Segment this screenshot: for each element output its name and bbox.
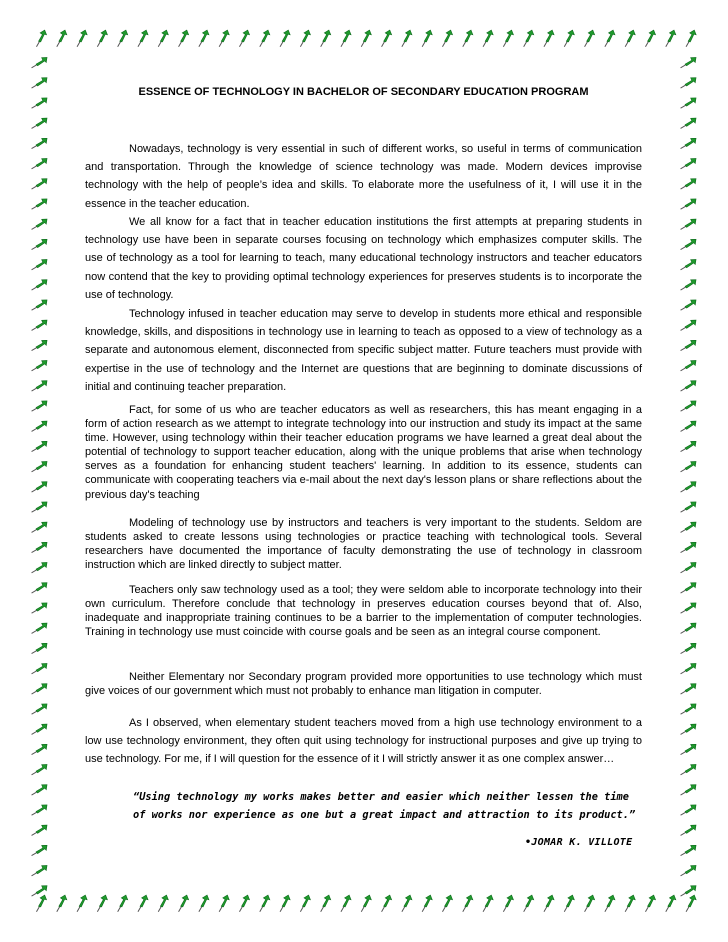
pushpin-icon [681,478,697,496]
pushpin-icon [32,539,48,557]
pushpin-icon [32,276,48,294]
pushpin-icon [681,498,697,516]
paragraph-5: Modeling of technology use by instructors and teachers is very important to the students. Seldom are students asked to create lessons using technologies or practice teaching with technological tools. Several researchers have documented the importance of faculty demonstrating the use of technology in classroom instruction which are linked directly to subject matter. [85,517,642,572]
pushpin-icon [95,30,109,47]
pushpin-icon [681,397,697,415]
pushpin-icon [34,895,48,912]
pushpin-icon [34,30,48,47]
pushpin-icon [681,660,697,678]
pushpin-icon [681,741,697,759]
pushpin-icon [32,256,48,274]
pushpin-icon [681,236,697,254]
pushpin-icon [681,801,697,819]
pushpin-icon [318,30,332,47]
paragraph-6: Teachers only saw technology used as a tool; they were seldom able to incorporate technology into their own curriculum. Therefore conclude that technology in preserves education courses beyond that of. Also, inadequate and inappropriate training continues to be a barrier to the implementation of computer technologies. Training in technology use must coincide with course goals and be seen as an integral course component. [85,584,642,639]
pushpin-icon [440,895,454,912]
pushpin-icon [582,895,596,912]
pushpin-icon [681,700,697,718]
pushpin-icon [32,458,48,476]
paragraph-3: Technology infused in teacher education may serve to develop in students more ethical and responsible knowledge, skills, and dispositions in technology use in learning to teach as opposed to a view of technology as a separate and autonomous element, disconnected from specific subject matter. Future teachers must provide with expertise in the use of technology and the Internet are questions that are beginning to dominate discussions of initial and continuing teacher preparation. [85,308,642,393]
pushpin-icon [379,30,393,47]
pushpin-icon [681,54,697,72]
pushpin-icon [681,215,697,233]
pushpin-icon [623,30,637,47]
pushpin-icon [32,781,48,799]
paragraph-4: Fact, for some of us who are teacher educators as well as researchers, this has meant engaging in a form of action research as we attempt to integrate technology into our instruction and study its impact at the same time. However, using technology within their teacher education programs we have learned a great deal about the potential of technology to support teacher education, along with the unique problems that arise when technology serves as a foundation for enhancing student teachers' learning. In addition to its essence, students can communicate with cooperating teachers via e-mail about the next day's lesson plans or share reflections about the previous day's teaching [85,404,642,501]
pushpin-icon [480,30,494,47]
pushpin-icon [32,215,48,233]
pushpin-icon [480,895,494,912]
pushpin-icon [399,30,413,47]
pushpin-icon [217,895,231,912]
pushpin-icon [681,276,697,294]
pushpin-icon [681,114,697,132]
pushpin-icon [681,862,697,880]
pushpin-icon [681,458,697,476]
pushpin-icon [32,114,48,132]
pushpin-icon [74,30,88,47]
pushpin-icon [32,862,48,880]
pushpin-icon [681,518,697,536]
pushpin-icon [399,895,413,912]
pushpin-icon [318,895,332,912]
paragraph-8: As I observed, when elementary student teachers moved from a high use technology environment to a low use technology environment, they often quit using technology for instructional purposes and give up trying to use technology. For me, if I will question for the essence of it I will strictly answer it as one complex answer… [85,717,642,766]
pushpin-icon [460,895,474,912]
pushpin-icon [115,30,129,47]
pushpin-icon [359,895,373,912]
pushpin-icon [681,539,697,557]
pushpin-icon [32,821,48,839]
document-title: ESSENCE OF TECHNOLOGY IN BACHELOR OF SECONDARY EDUCATION PROGRAM [138,86,589,98]
pushpin-icon [32,518,48,536]
pushpin-icon [582,30,596,47]
pushpin-icon [298,895,312,912]
pushpin-icon [683,895,697,912]
pushpin-icon [681,256,697,274]
pushpin-icon [176,30,190,47]
pushpin-icon [277,30,291,47]
pushpin-icon [681,599,697,617]
pushpin-icon [32,54,48,72]
pushpin-icon [217,30,231,47]
pushpin-icon [32,195,48,213]
pushpin-icon [681,135,697,153]
pushpin-icon [643,30,657,47]
pushpin-icon [440,30,454,47]
pushpin-icon [54,30,68,47]
pushpin-icon [602,30,616,47]
pushpin-icon [420,30,434,47]
paragraph-7: Neither Elementary nor Secondary program provided more opportunities to use technology which must give voices of our government which must not probably to enhance man litigation in computer. [85,671,642,698]
pushpin-icon [32,397,48,415]
pushpin-icon [32,801,48,819]
pushpin-icon [54,895,68,912]
pushpin-icon [501,895,515,912]
pushpin-icon [681,417,697,435]
pushpin-icon [681,619,697,637]
pushpin-icon [681,559,697,577]
pushpin-icon [32,74,48,92]
pushpin-icon [32,296,48,314]
pushpin-icon [420,895,434,912]
pushpin-icon [32,720,48,738]
pushpin-icon [32,619,48,637]
pushpin-icon [359,30,373,47]
pushpin-icon [681,579,697,597]
pushpin-icon [32,417,48,435]
pushpin-icon [681,377,697,395]
pushpin-icon [115,895,129,912]
pushpin-icon [623,895,637,912]
pushpin-icon [562,30,576,47]
pushpin-icon [32,316,48,334]
pushpin-icon [32,640,48,658]
pushpin-icon [32,761,48,779]
pushpin-icon [196,895,210,912]
pushpin-icon [135,895,149,912]
pushpin-icon [521,895,535,912]
pushpin-icon [681,842,697,860]
pushpin-icon [135,30,149,47]
paragraph-1: Nowadays, technology is very essential in such of different works, so useful in terms of communication and transportation. Through the knowledge of science technology was made. Modern devices improvise technology with the help of people’s idea and skills. To elaborate more the usefulness of it, I will use it in the essence in the teacher education. [85,143,642,210]
pushpin-icon [32,478,48,496]
pushpin-icon [681,155,697,173]
pushpin-icon [681,337,697,355]
pushpin-icon [32,599,48,617]
pushpin-icon [32,498,48,516]
pushpin-icon [32,337,48,355]
pushpin-icon [683,30,697,47]
pushpin-icon [681,640,697,658]
pushpin-icon [32,377,48,395]
pushpin-icon [32,579,48,597]
pushpin-icon [460,30,474,47]
pushpin-icon [681,94,697,112]
pushpin-icon [32,236,48,254]
pushpin-icon [663,895,677,912]
pushpin-icon [257,895,271,912]
pushpin-icon [338,30,352,47]
pushpin-icon [156,30,170,47]
pushpin-icon [32,680,48,698]
pushpin-icon [681,720,697,738]
pushpin-icon [541,895,555,912]
pushpin-icon [681,316,697,334]
pushpin-icon [681,357,697,375]
pushpin-icon [663,30,677,47]
pushpin-icon [32,438,48,456]
pushpin-icon [681,821,697,839]
pushpin-icon [298,30,312,47]
pushpin-icon [681,761,697,779]
pushpin-icon [237,30,251,47]
pushpin-icon [156,895,170,912]
pushpin-icon [681,680,697,698]
pushpin-icon [237,895,251,912]
pushpin-icon [379,895,393,912]
pushpin-icon [602,895,616,912]
pushpin-icon [338,895,352,912]
pushpin-icon [32,135,48,153]
paragraph-2: We all know for a fact that in teacher education institutions the first attempts at preparing students in technology use have been in separate courses focusing on technology which emphasizes computer skills. The use of technology as a tool for learning to teach, many educational technology instructors and teacher educators now contend that the key to providing optimal technology experiences for preserves students is to incorporate the use of technology. [85,216,642,301]
pushpin-icon [501,30,515,47]
pushpin-icon [521,30,535,47]
pushpin-icon [32,155,48,173]
pushpin-icon [74,895,88,912]
pushpin-icon [643,895,657,912]
pushpin-icon [32,175,48,193]
pushpin-icon [32,559,48,577]
pushpin-icon [32,357,48,375]
pushpin-icon [32,741,48,759]
pushpin-icon [681,296,697,314]
pushpin-icon [541,30,555,47]
pushpin-icon [95,895,109,912]
pushpin-icon [32,94,48,112]
pushpin-icon [681,175,697,193]
pushpin-icon [32,660,48,678]
pushpin-icon [32,700,48,718]
pushpin-icon [681,74,697,92]
pushpin-icon [681,781,697,799]
pushpin-icon [32,842,48,860]
pushpin-icon [257,30,271,47]
pushpin-icon [196,30,210,47]
pushpin-icon [176,895,190,912]
author-signature: •JOMAR K. VILLOTE [525,837,633,848]
pushpin-icon [681,438,697,456]
pushpin-icon [681,195,697,213]
pushpin-icon [277,895,291,912]
closing-quote: “Using technology my works makes better and easier which neither lessen the time of works nor experience as one but a great impact and attraction to its product.” [133,791,636,821]
pushpin-icon [562,895,576,912]
